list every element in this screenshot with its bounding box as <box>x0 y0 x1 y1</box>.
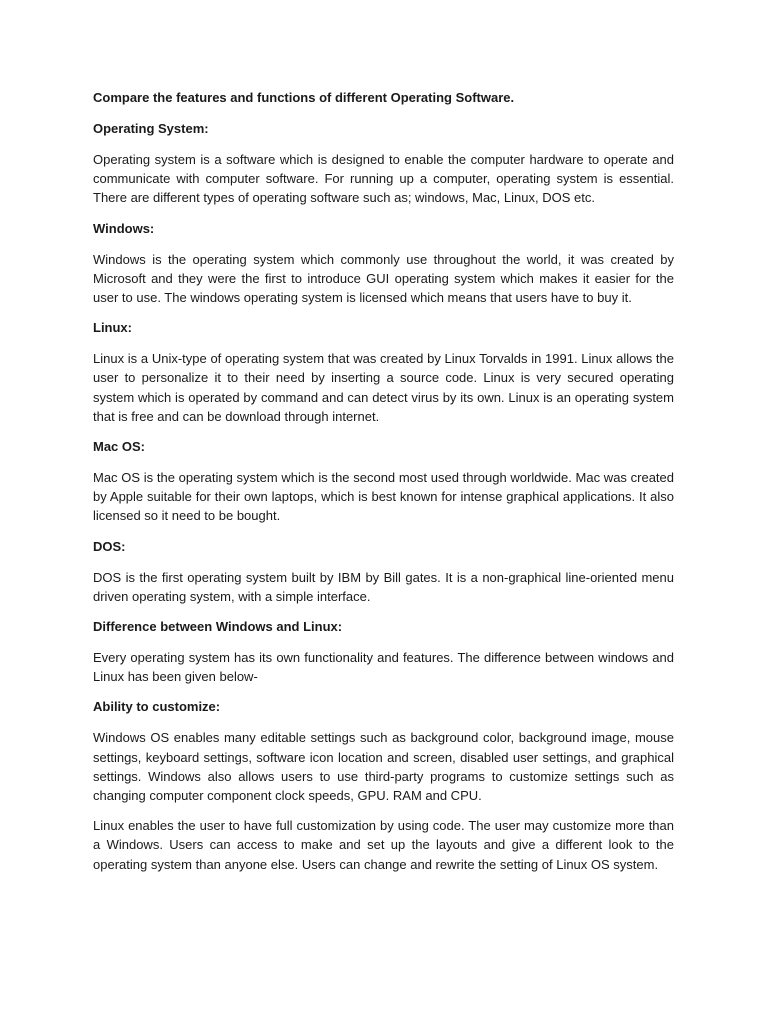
paragraph-linux-customize: Linux enables the user to have full customization by using code. The user may customize more than a Windows. Users can access to make and set up the layouts and give a different look to the operating system than anyone else. Users can change and rewrite the setting of Linux OS system. <box>93 818 674 872</box>
section-heading-operating-system: Operating System: <box>93 121 209 136</box>
document-page <box>93 88 674 885</box>
paragraph-windows-customize: Windows OS enables many editable settings such as background color, background image, mouse settings, keyboard settings, software icon location and screen, disabled user settings, and graphical settings. Windows also allows users to use third-party programs to customize settings such as changing computer component clock speeds, GPU. RAM and CPU. <box>93 730 674 804</box>
paragraph-linux: Linux is a Unix-type of operating system that was created by Linux Torvalds in 1991. Linux allows the user to personalize it to their need by inserting a source code. Linux is very secured operating system which is operated by command and can detect virus by its own. Linux is an operating system that is free and can be download through internet. <box>93 351 674 424</box>
section-heading-dos: DOS: <box>93 538 126 554</box>
document-title: Compare the features and functions of different Operating Software. <box>93 90 515 105</box>
section-heading-ability-to-customize: Ability to customize: <box>93 699 221 715</box>
paragraph-operating-system: Operating system is a software which is designed to enable the computer hardware to operate and communicate with computer software. For running up a computer, operating system is essential. There are different types of operating software such as; windows, Mac, Linux, DOS etc. <box>93 152 674 206</box>
section-heading-mac-os: Mac OS: <box>93 439 146 455</box>
section-heading-difference: Difference between Windows and Linux: <box>93 619 343 635</box>
paragraph-dos: DOS is the first operating system built by IBM by Bill gates. It is a non-graphical line-oriented menu driven operating system, with a simple interface. <box>93 569 674 604</box>
paragraph-mac-os: Mac OS is the operating system which is the second most used through worldwide. Mac was created by Apple suitable for their own laptops, which is best known for intense graphical applications. It also licensed so it need to be bought. <box>93 470 674 524</box>
paragraph-windows: Windows is the operating system which commonly use throughout the world, it was created by Microsoft and they were the first to introduce GUI operating system which makes it easier for the user to use. The windows operating system is licensed which means that users have to buy it. <box>93 251 674 306</box>
section-heading-linux: Linux: <box>93 320 132 336</box>
paragraph-difference: Every operating system has its own functionality and features. The difference between windows and Linux has been given below- <box>93 650 674 685</box>
section-heading-windows: Windows: <box>93 220 155 236</box>
